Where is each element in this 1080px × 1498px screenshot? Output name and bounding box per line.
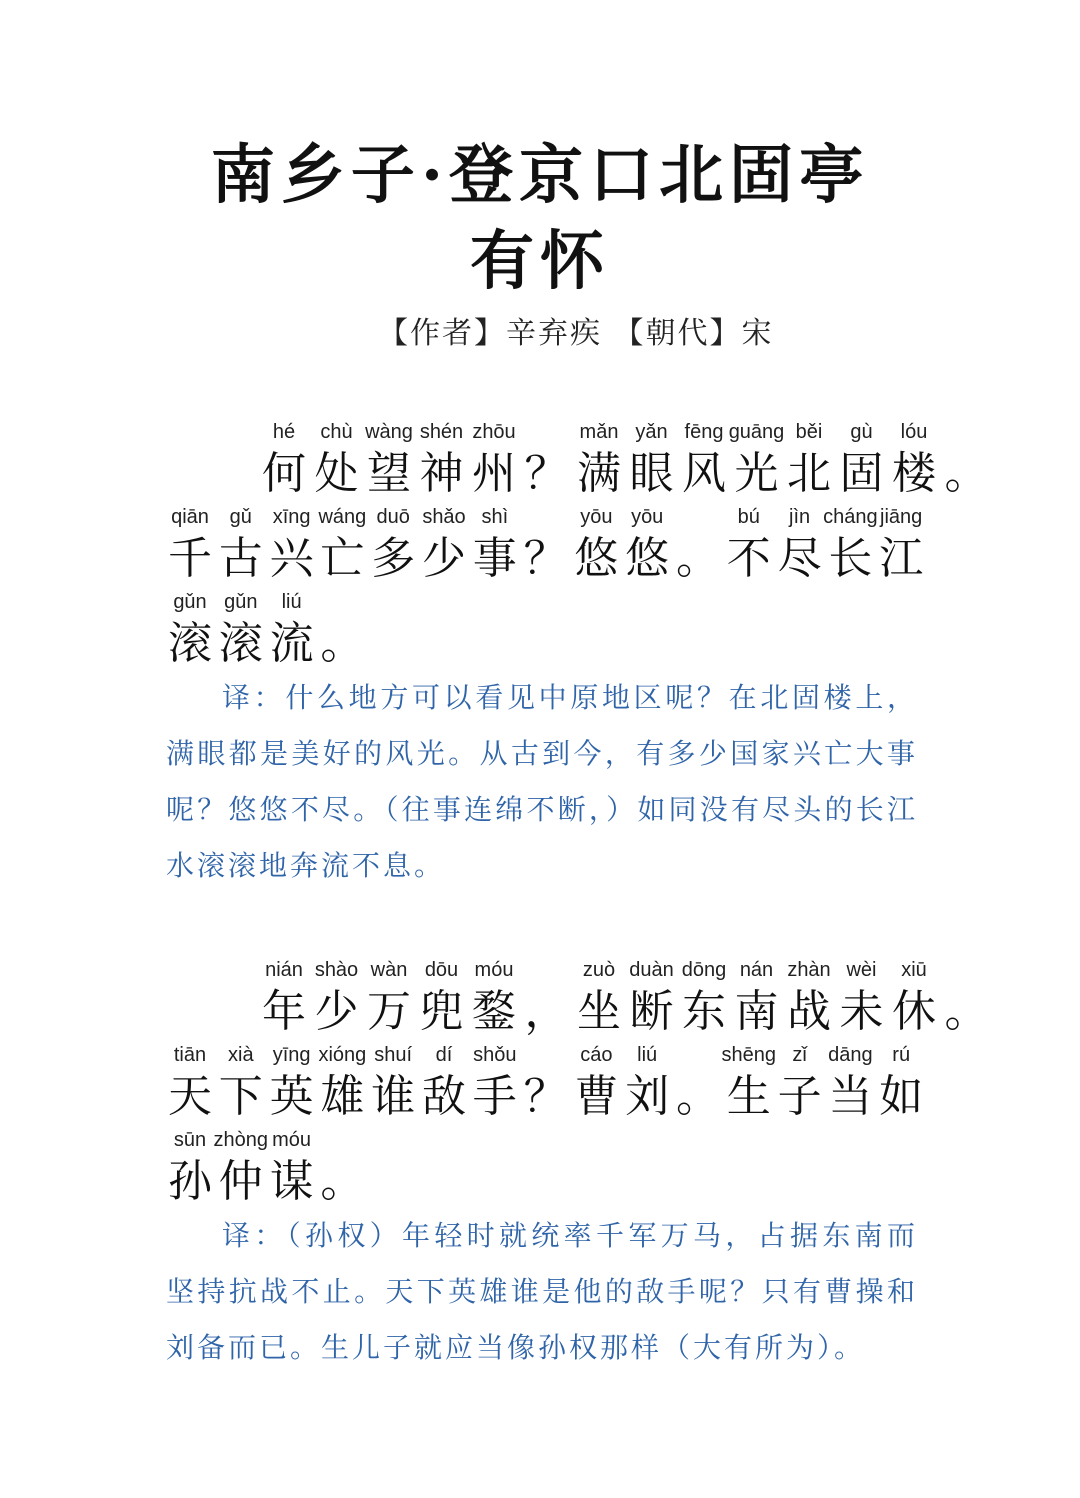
pinyin-text: gǔn [173,591,207,613]
pinyin-text: móu [474,959,514,981]
hanzi-char: 处 [314,448,359,499]
pinyin-text: cháng [823,506,878,528]
pinyin-text: yǎn [635,421,668,443]
pinyin-text: qiān [171,506,209,528]
hanzi-char: 。 [944,986,989,1037]
author-name: 辛弃疾 [506,316,602,351]
hanzi-char: 多 [371,533,416,584]
poem-title: 南乡子·登京口北固亭 [210,138,870,213]
stanza1-line2 [164,503,936,589]
pinyin-text [921,956,1013,984]
hanzi-char: 孙 [168,1156,212,1207]
pinyin-text: duàn [629,959,674,981]
pinyin-text: shǎo [422,506,466,528]
stanza1-line1 [258,418,1003,504]
hanzi-char: 事 [472,533,517,584]
pinyin-text [296,1126,388,1154]
hanzi-char: 仲 [218,1156,263,1207]
hanzi-char: 楼 [892,448,936,499]
hanzi-char: ， [524,986,569,1037]
hanzi-char: 天 [168,1071,212,1122]
pinyin-text: tiān [173,1044,207,1066]
hanzi-char: ？ [523,1071,568,1122]
hanzi-char: 南 [734,986,779,1037]
hanzi-char: 古 [218,533,263,584]
hanzi-char: 滚 [218,618,263,669]
pinyin-text: duō [376,506,410,528]
hanzi-char: 如 [879,1071,924,1122]
hanzi-char: 少 [422,533,466,584]
pinyin-text: wàn [370,959,408,981]
hanzi-char: 滚 [168,618,212,669]
poem-char-cell [316,588,368,672]
pinyin-text: shào [314,959,359,981]
pinyin-text: xióng [318,1044,367,1066]
hanzi-char: 英 [269,1071,314,1122]
hanzi-char: 未 [839,986,884,1037]
pinyin-text: wáng [318,506,367,528]
hanzi-char: 兜 [419,986,464,1037]
pinyin-text: zuò [582,959,616,981]
hanzi-char: 生 [726,1071,771,1122]
pinyin-text: liú [281,591,302,613]
hanzi-char: 下 [218,1071,263,1122]
pinyin-text: shì [481,506,509,528]
pinyin-text: lóu [900,421,928,443]
pinyin-text: xīng [272,506,311,528]
pinyin-text: gǔ [229,506,252,528]
hanzi-char: 。 [320,618,365,669]
hanzi-char: 满 [577,448,621,499]
hanzi-char: 长 [828,533,873,584]
hanzi-char: 。 [676,533,720,584]
pinyin-text: rú [892,1044,911,1066]
pinyin-text: fēng [684,421,724,443]
poem-title-line2: 有怀 [470,224,610,299]
hanzi-char: 谁 [371,1071,416,1122]
hanzi-char: 万 [367,986,411,1037]
hanzi-char: 尽 [777,533,822,584]
pinyin-text: shén [419,421,464,443]
pinyin-text: liú [637,1044,658,1066]
poem-char-cell [941,956,993,1040]
stanza1-translation: 译：什么地方可以看见中原地区呢？在北固楼上，满眼都是美好的风光。从古到今，有多少国家兴亡大事呢？悠悠不尽。（往事连绵不断，）如同没有尽头的长江水滚滚地奔流不息。 [166,681,918,882]
hanzi-char: 曹 [574,1071,619,1122]
stanza2-line2 [164,1041,936,1127]
pinyin-text [921,418,1013,446]
hanzi-char: 不 [726,533,771,584]
pinyin-text: nán [739,959,774,981]
pinyin-text: dāng [828,1044,873,1066]
poem-char-cell [316,1126,368,1210]
hanzi-char: 亡 [320,533,365,584]
hanzi-char: 鍪 [472,986,516,1037]
hanzi-char: 刘 [625,1071,670,1122]
dynasty-label: 【朝代】 [613,316,742,351]
pinyin-text: wèi [846,959,877,981]
pinyin-text: mǎn [579,421,619,443]
poem-char-cell [875,503,927,587]
poem-char-cell [941,418,993,502]
hanzi-char: 州 [472,448,516,499]
hanzi-char: 北 [787,448,831,499]
hanzi-char: 休 [892,986,936,1037]
hanzi-char: 神 [419,448,464,499]
pinyin-text: dōu [424,959,459,981]
pinyin-text: zǐ [792,1044,807,1066]
pinyin-text: yīng [272,1044,311,1066]
pinyin-text: zhōu [472,421,516,443]
pinyin-text: shēng [721,1044,777,1066]
pinyin-text: bú [737,506,760,528]
hanzi-char: 雄 [320,1071,365,1122]
hanzi-char: 固 [839,448,884,499]
pinyin-text: jiāng [880,506,923,528]
hanzi-char: 手 [472,1071,517,1122]
pinyin-text: móu [272,1129,312,1151]
hanzi-char: 江 [879,533,924,584]
pinyin-text: chù [320,421,353,443]
pinyin-text: gù [850,421,873,443]
author-label: 【作者】 [378,316,506,351]
hanzi-char: 坐 [577,986,621,1037]
hanzi-char: 流 [269,618,314,669]
pinyin-text: dōng [681,959,727,981]
pinyin-text: zhòng [213,1129,269,1151]
pinyin-text: zhàn [787,959,831,981]
hanzi-char: 东 [682,986,726,1037]
hanzi-char: 何 [262,448,306,499]
hanzi-char: 谋 [269,1156,314,1207]
pinyin-text: wàng [365,421,413,443]
hanzi-char: ？ [524,448,569,499]
pinyin-text: dí [435,1044,453,1066]
pinyin-text [296,588,388,616]
pinyin-text: gǔn [224,591,258,613]
pinyin-text: sūn [173,1129,207,1151]
hanzi-char: 。 [944,448,989,499]
pinyin-text: jìn [789,506,811,528]
pinyin-text: yōu [631,506,664,528]
pinyin-text: cáo [580,1044,613,1066]
stanza1-line3 [164,588,377,674]
hanzi-char: ？ [523,533,568,584]
hanzi-char: 兴 [269,533,314,584]
pinyin-text: nián [265,959,303,981]
hanzi-char: 悠 [574,533,619,584]
hanzi-char: 悠 [625,533,670,584]
stanza2-line3 [164,1126,377,1212]
hanzi-char: 子 [777,1071,822,1122]
hanzi-char: 。 [320,1156,365,1207]
pinyin-text: shǒu [473,1044,517,1066]
hanzi-char: 风 [682,448,726,499]
poem-char-cell [875,1041,927,1125]
pinyin-text: yōu [580,506,613,528]
pinyin-text: xiū [901,959,927,981]
pinyin-text: hé [272,421,296,443]
hanzi-char: 光 [734,448,779,499]
hanzi-char: 年 [262,986,306,1037]
hanzi-char: 。 [676,1071,720,1122]
hanzi-char: 敌 [422,1071,466,1122]
pinyin-text: běi [795,421,823,443]
stanza2-translation: 译：（孙权）年轻时就统率千军万马，占据东南而坚持抗战不止。天下英雄谁是他的敌手呢？只有曹操和刘备而已。生儿子就应当像孙权那样（大有所为）。 [166,1219,918,1364]
pinyin-text: shuí [374,1044,413,1066]
pinyin-text: guāng [728,421,785,443]
hanzi-char: 战 [787,986,831,1037]
stanza2-line1 [258,956,1003,1042]
pinyin-text: xià [228,1044,254,1066]
author-dynasty-line [378,308,774,352]
hanzi-char: 望 [367,448,411,499]
hanzi-char: 少 [314,986,359,1037]
hanzi-char: 断 [629,986,674,1037]
hanzi-char: 眼 [629,448,674,499]
hanzi-char: 千 [168,533,212,584]
hanzi-char: 当 [828,1071,873,1122]
dynasty-name: 宋 [741,316,774,351]
